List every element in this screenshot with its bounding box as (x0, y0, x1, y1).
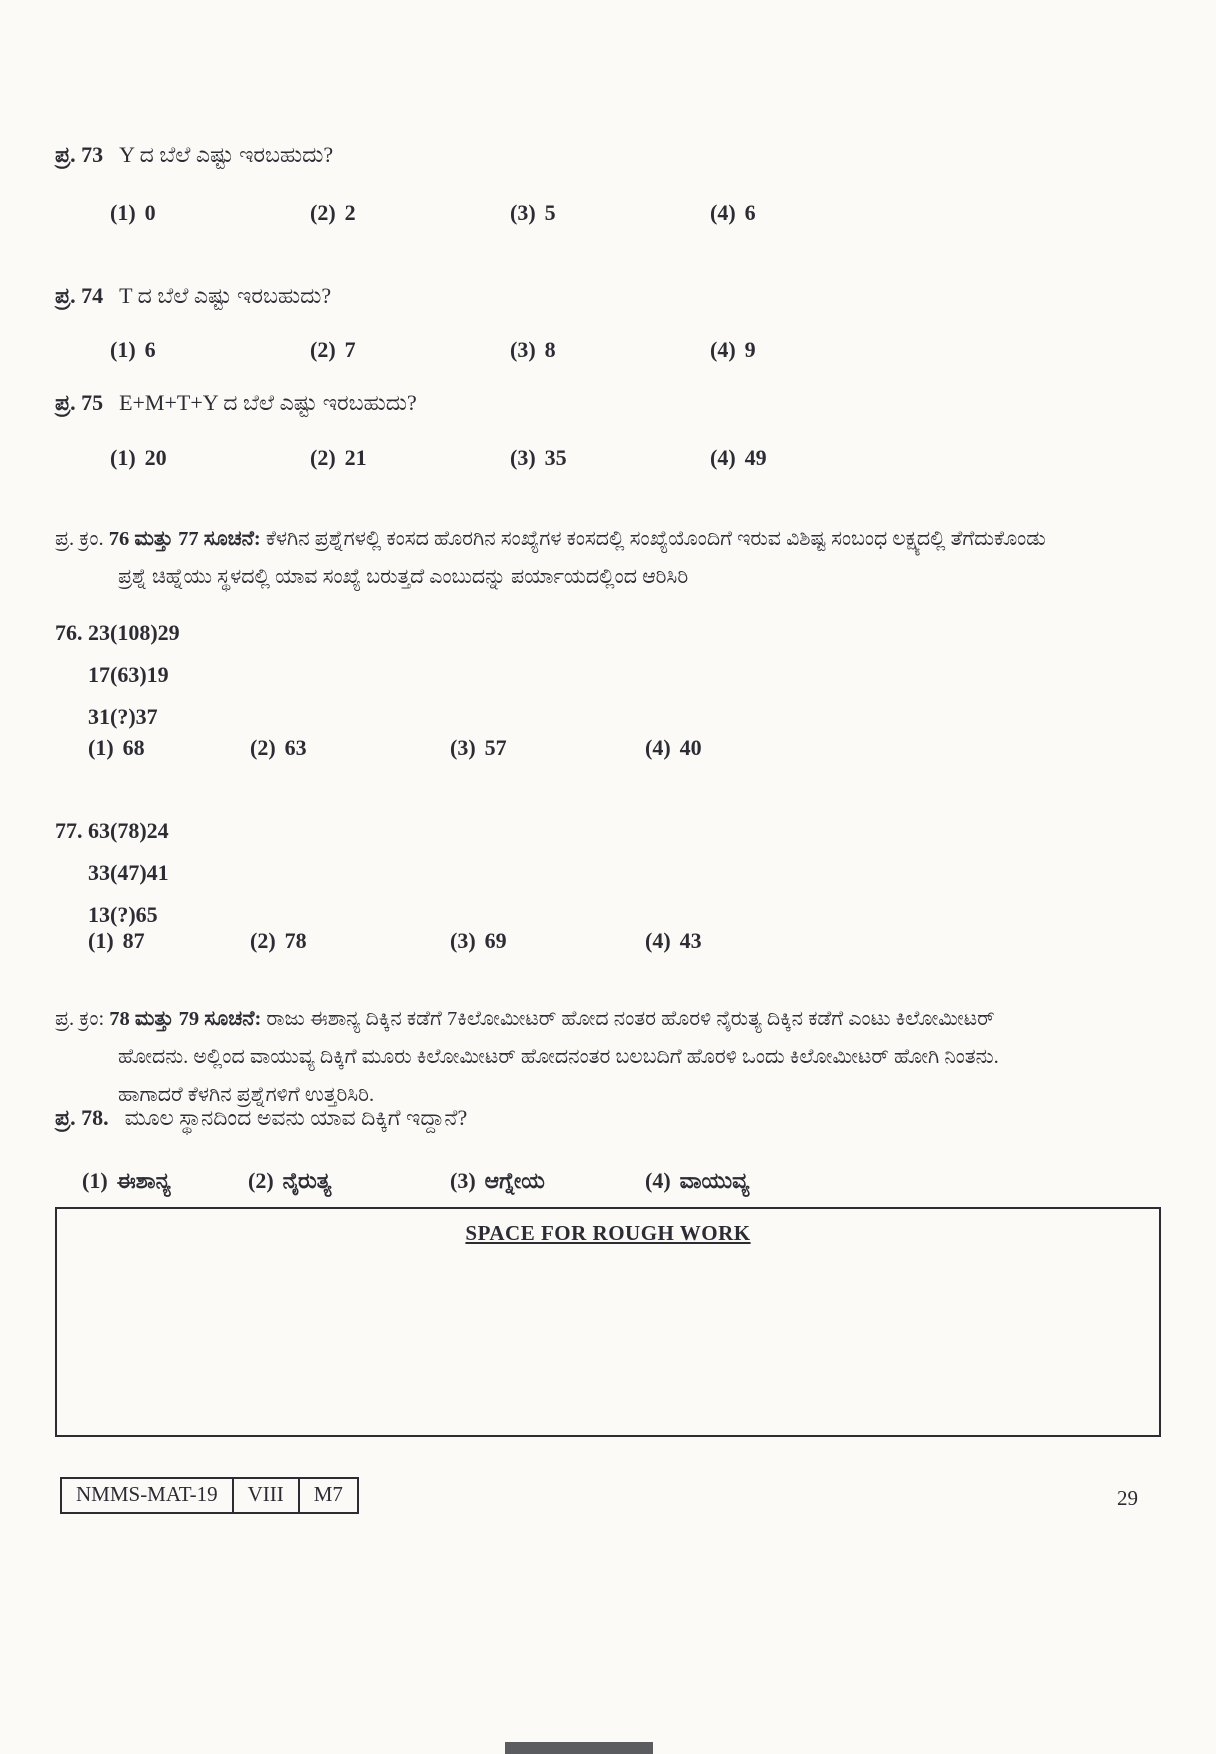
option-number: (1) (110, 337, 136, 362)
option-2 (248, 1168, 450, 1194)
option-text: ವಾಯುವ್ಯ (679, 1168, 750, 1193)
option-text: ನೈರುತ್ಯ (282, 1168, 332, 1193)
question-75-text: E+M+T+Y ದ ಬೆಲೆ ಎಷ್ಟು ಇರಬಹುದು? (119, 390, 417, 415)
question-76-options (88, 735, 702, 761)
option-number: (3) (450, 928, 476, 953)
option-3 (450, 928, 645, 954)
option-number: (2) (310, 337, 336, 362)
instruction-heading: 78 ಮತ್ತು 79 ಸೂಚನೆ: (109, 1008, 262, 1030)
series-value: 17(63)19 (88, 662, 169, 687)
option-text: 78 (284, 928, 307, 953)
option-1 (88, 928, 250, 954)
option-4 (645, 735, 702, 761)
option-1 (110, 445, 310, 471)
question-73-text: Y ದ ಬೆಲೆ ಎಷ್ಟು ಇರಬಹುದು? (119, 142, 334, 167)
series-value: 33(47)41 (88, 860, 169, 885)
option-3 (510, 337, 710, 363)
option-number: (2) (310, 200, 336, 225)
option-text: 35 (544, 445, 567, 470)
option-number: (2) (310, 445, 336, 470)
option-number: (3) (450, 1168, 476, 1193)
option-number: (4) (710, 445, 736, 470)
option-text: ಈಶಾನ್ಯ (116, 1168, 171, 1193)
option-text: 8 (544, 337, 556, 362)
option-3 (510, 445, 710, 471)
instruction-prefix: ಪ್ರ. ಕ್ರಂ: (55, 1008, 105, 1030)
option-4 (710, 337, 756, 363)
option-4 (710, 445, 767, 471)
option-text: 87 (122, 928, 145, 953)
series-line (55, 696, 180, 738)
option-text: 6 (744, 200, 756, 225)
option-1 (110, 337, 310, 363)
option-number: (1) (82, 1168, 108, 1193)
option-number: (4) (645, 928, 671, 953)
option-3 (450, 735, 645, 761)
option-number: (1) (88, 928, 114, 953)
option-2 (310, 445, 510, 471)
series-line (55, 852, 169, 894)
option-2 (310, 200, 510, 226)
option-2 (310, 337, 510, 363)
question-74-text: T ದ ಬೆಲೆ ಎಷ್ಟು ಇರಬಹುದು? (119, 283, 332, 308)
scan-artifact (505, 1742, 653, 1754)
rough-work-title: SPACE FOR ROUGH WORK (465, 1221, 751, 1245)
instruction-heading: 76 ಮತ್ತು 77 ಸೂಚನೆ: (108, 528, 261, 550)
question-74 (55, 283, 331, 309)
option-3 (450, 1168, 645, 1194)
option-text: 43 (679, 928, 702, 953)
option-text: 57 (484, 735, 507, 760)
option-number: (3) (510, 337, 536, 362)
question-73-options (110, 200, 756, 226)
option-number: (2) (248, 1168, 274, 1193)
option-number: (4) (710, 200, 736, 225)
option-text: 2 (344, 200, 356, 225)
option-number: (2) (250, 928, 276, 953)
option-number: (4) (710, 337, 736, 362)
option-4 (710, 200, 756, 226)
option-2 (250, 735, 450, 761)
option-1 (82, 1168, 248, 1194)
series-line (55, 810, 169, 852)
series-value: 13(?)65 (88, 902, 158, 927)
option-number: (3) (450, 735, 476, 760)
option-number: (1) (110, 200, 136, 225)
option-text: 6 (144, 337, 156, 362)
paper-code: NMMS-MAT-19 (60, 1477, 234, 1514)
option-4 (645, 1168, 749, 1194)
instruction-text: ರಾಜು ಈಶಾನ್ಯ ದಿಕ್ಕಿನ ಕಡೆಗೆ 7ಕಿಲೋಮೀಟರ್ ಹೋದ ನಂತರ ಹೊರಳಿ ನೈರುತ್ಯ ದಿಕ್ಕಿನ ಕಡೆಗೆ ಎಂಟು ಕಿಲೋಮೀಟರ್ ಹೋದನು. ಅಲ್ಲಿಂದ ವಾಯುವ್ಯ ದಿಕ್ಕಿಗೆ ಮೂರು ಕಿಲೋಮೀಟರ್ ಹೋದನಂತರ ಬಲಬದಿಗೆ ಹೊರಳಿ ಒಂದು ಕಿಲೋಮೀಟರ್ ಹೋಗಿ ನಿಂತನು. ಹಾಗಾದರೆ ಕೆಳಗಿನ ಪ್ರಶ್ನೆಗಳಿಗೆ ಉತ್ತರಿಸಿರಿ. (118, 1008, 999, 1106)
instruction-78-79 (55, 1000, 1060, 1114)
question-78-options (82, 1168, 749, 1194)
question-78-text: ಮೂಲ ಸ್ಥಾನದಿಂದ ಅವನು ಯಾವ ದಿಕ್ಕಿಗೆ ಇದ್ದಾನೆ? (124, 1105, 468, 1130)
series-line (55, 654, 180, 696)
class-label: VIII (232, 1477, 300, 1514)
option-3 (510, 200, 710, 226)
option-text: 5 (544, 200, 556, 225)
question-78-number: ಪ್ರ. 78. (55, 1105, 109, 1130)
option-number: (2) (250, 735, 276, 760)
series-value: 23(108)29 (88, 620, 180, 645)
option-text: 49 (744, 445, 767, 470)
question-75 (55, 390, 417, 416)
question-75-number: ಪ್ರ. 75 (55, 390, 104, 415)
option-text: 68 (122, 735, 145, 760)
option-number: (3) (510, 200, 536, 225)
series-value: 31(?)37 (88, 704, 158, 729)
option-text: 0 (144, 200, 156, 225)
question-73 (55, 142, 333, 168)
option-number: (1) (88, 735, 114, 760)
option-text: 69 (484, 928, 507, 953)
medium-code: M7 (298, 1477, 359, 1514)
question-77-options (88, 928, 702, 954)
option-number: (1) (110, 445, 136, 470)
footer-code-strip (60, 1477, 359, 1514)
option-text: 21 (344, 445, 367, 470)
option-4 (645, 928, 702, 954)
option-text: 20 (144, 445, 167, 470)
instruction-prefix: ಪ್ರ. ಕ್ರಂ. (55, 528, 104, 550)
option-text: 7 (344, 337, 356, 362)
option-1 (110, 200, 310, 226)
instruction-76-77 (55, 520, 1060, 596)
option-number: (4) (645, 1168, 671, 1193)
rough-work-box (55, 1207, 1161, 1437)
option-text: 40 (679, 735, 702, 760)
question-73-number: ಪ್ರ. 73 (55, 142, 104, 167)
question-74-number: ಪ್ರ. 74 (55, 283, 104, 308)
question-78 (55, 1105, 467, 1131)
question-77-number: 77. (55, 818, 83, 843)
question-75-options (110, 445, 767, 471)
option-number: (3) (510, 445, 536, 470)
option-2 (250, 928, 450, 954)
series-line (55, 612, 180, 654)
option-text: 63 (284, 735, 307, 760)
option-text: ಆಗ್ನೇಯ (484, 1168, 545, 1193)
question-76-number: 76. (55, 620, 83, 645)
page-number: 29 (1117, 1486, 1138, 1510)
instruction-text: ಕೆಳಗಿನ ಪ್ರಶ್ನೆಗಳಲ್ಲಿ ಕಂಸದ ಹೊರಗಿನ ಸಂಖ್ಯೆಗಳ ಕಂಸದಲ್ಲಿ ಸಂಖ್ಯೆಯೊಂದಿಗೆ ಇರುವ ವಿಶಿಷ್ಟ ಸಂಬಂಧ ಲಕ್ಷ್ಯದಲ್ಲಿ ತೆಗೆದುಕೊಂಡು ಪ್ರಶ್ನೆ ಚಿಹ್ನೆಯು ಸ್ಥಳದಲ್ಲಿ ಯಾವ ಸಂಖ್ಯೆ ಬರುತ್ತದೆ ಎಂಬುದನ್ನು ಪರ್ಯಾಯದಲ್ಲಿಂದ ಆರಿಸಿರಿ (118, 528, 1046, 588)
series-value: 63(78)24 (88, 818, 169, 843)
question-74-options (110, 337, 756, 363)
question-76 (55, 612, 180, 738)
option-number: (4) (645, 735, 671, 760)
option-text: 9 (744, 337, 756, 362)
question-77 (55, 810, 169, 936)
option-1 (88, 735, 250, 761)
